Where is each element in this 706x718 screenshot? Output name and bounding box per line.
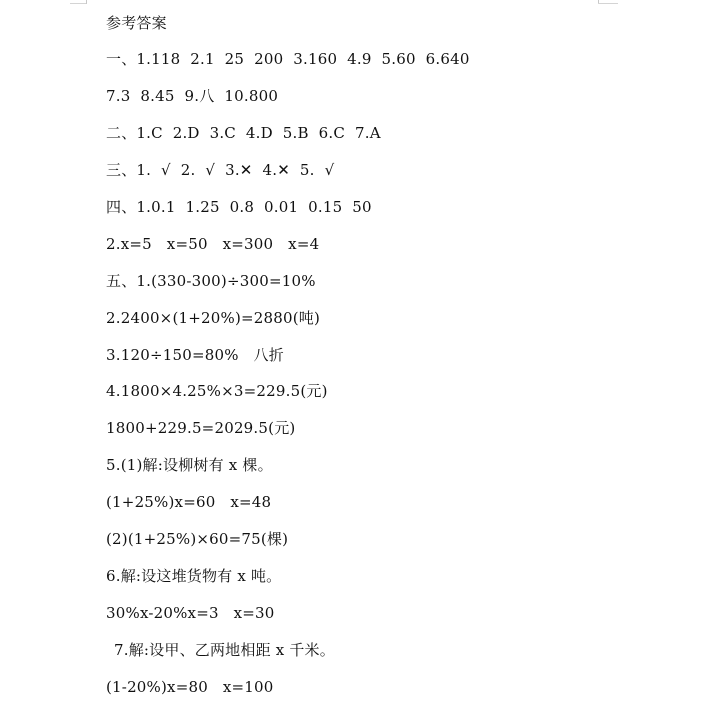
answer-line-7: 五、1.(330-300)÷300=10% — [106, 272, 316, 290]
document-title: 参考答案 — [106, 14, 167, 32]
answer-line-14: (2)(1+25%)×60=75(棵) — [106, 530, 289, 548]
margin-guide-right-horizontal — [598, 3, 618, 4]
answer-line-4: 三、1. √ 2. √ 3.✕ 4.✕ 5. √ — [106, 161, 335, 179]
answer-line-15: 6.解:设这堆货物有 x 吨。 — [106, 567, 282, 585]
margin-guide-left-horizontal — [70, 3, 86, 4]
answer-line-13: (1+25%)x=60 x=48 — [106, 493, 272, 511]
answer-line-12: 5.(1)解:设柳树有 x 棵。 — [106, 456, 273, 474]
answer-line-3: 二、1.C 2.D 3.C 4.D 5.B 6.C 7.A — [106, 124, 381, 142]
answer-line-17: 7.解:设甲、乙两地相距 x 千米。 — [114, 641, 335, 659]
answer-line-5: 四、1.0.1 1.25 0.8 0.01 0.15 50 — [106, 198, 372, 216]
answer-line-11: 1800+229.5=2029.5(元) — [106, 419, 296, 437]
answer-line-9: 3.120÷150=80% 八折 — [106, 346, 284, 364]
answer-line-8: 2.2400×(1+20%)=2880(吨) — [106, 309, 321, 327]
answer-line-2: 7.3 8.45 9.八 10.800 — [106, 87, 279, 105]
answer-line-6: 2.x=5 x=50 x=300 x=4 — [106, 235, 320, 253]
answer-line-1: 一、1.118 2.1 25 200 3.160 4.9 5.60 6.640 — [106, 50, 470, 68]
answer-line-10: 4.1800×4.25%×3=229.5(元) — [106, 382, 328, 400]
answer-line-18: (1-20%)x=80 x=100 — [106, 678, 274, 696]
answer-line-16: 30%x-20%x=3 x=30 — [106, 604, 275, 622]
margin-guide-left — [86, 0, 87, 4]
